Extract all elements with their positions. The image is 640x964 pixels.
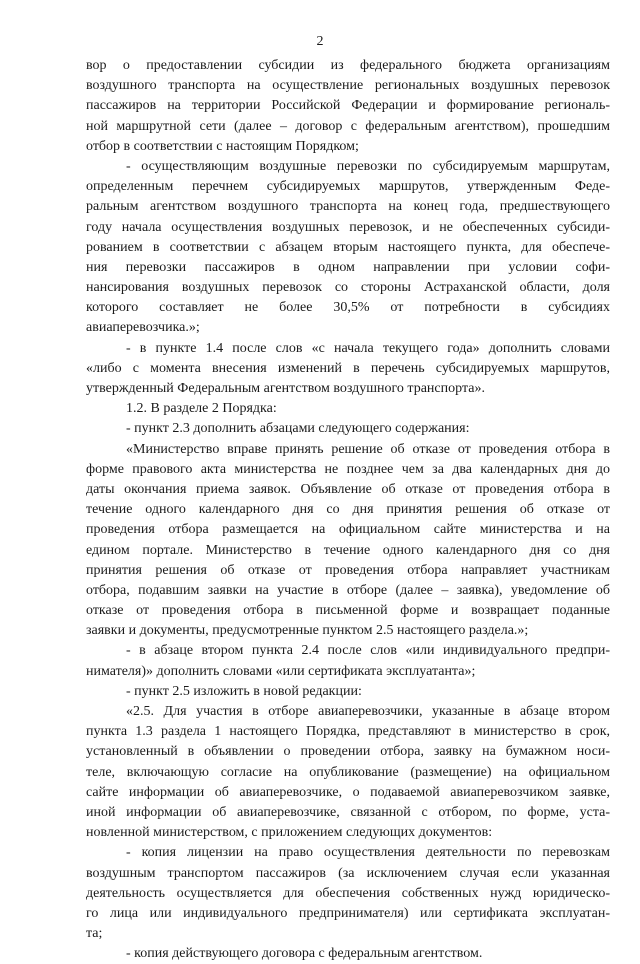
text-line: «Министерство вправе принять решение об отказе от проведения отбора в bbox=[126, 441, 610, 457]
text-line: отбор в соответствии с настоящим Порядком; bbox=[86, 138, 359, 154]
text-line: ной маршрутной сети (далее – договор с федеральным агентством), прошедшим bbox=[86, 118, 610, 134]
text-line: нимателя)» дополнить словами «или сертификата эксплуатанта»; bbox=[86, 663, 476, 679]
text-line: сайте информации об авиаперевозчике, о подаваемой авиаперевозчиком заявке, bbox=[86, 784, 610, 800]
text-line: та; bbox=[86, 926, 103, 942]
text-line: авиаперевозчика.»; bbox=[86, 320, 200, 336]
text-line: отбора, подавшим заявки на участие в отборе (далее – заявка), уведомление об bbox=[86, 582, 610, 598]
document-body bbox=[86, 56, 610, 964]
text-line: заявки и документы, предусмотренные пунктом 2.5 настоящего раздела.»; bbox=[86, 623, 529, 639]
text-line: - в абзаце втором пункта 2.4 после слов «или индивидуального предпри- bbox=[126, 643, 610, 659]
text-line: отказе от проведения отбора в письменной форме и возвращает поданные bbox=[86, 603, 610, 619]
text-line: нансирования воздушных перевозок со стороны Астраханской области, доля bbox=[86, 280, 610, 296]
text-line: проведения отбора размещается на официальном сайте министерства и на bbox=[86, 522, 610, 538]
text-line: пассажиров на территории Российской Федерации и формирование региональ- bbox=[86, 98, 610, 114]
text-line: которого составляет не более 30,5% от потребности в субсидиях bbox=[86, 300, 610, 316]
text-line: определенным перечнем субсидируемых маршрутов, утвержденным Феде- bbox=[86, 179, 610, 195]
text-line: новленной министерством, с приложением следующих документов: bbox=[86, 825, 493, 841]
text-line: форме правового акта министерства не позднее чем за два календарных дня до bbox=[86, 461, 610, 477]
text-line: вор о предоставлении субсидии из федерального бюджета организациям bbox=[86, 58, 610, 73]
text-line: «2.5. Для участия в отборе авиаперевозчики, указанные в абзаце втором bbox=[126, 704, 610, 719]
text-line: теле, включающую согласие на опубликование (размещение) на официальном bbox=[86, 764, 610, 780]
text-line: ния перевозки пассажиров в одном направлении при условии софи- bbox=[86, 259, 610, 275]
text-line: иной информации об авиаперевозчике, связанной с отбором, по форме, уста- bbox=[86, 804, 610, 820]
text-line: едином портале. Министерство в течение одного календарного дня со дня bbox=[86, 542, 610, 558]
text-line: утвержденный Федеральным агентством воздушного транспорта». bbox=[86, 381, 485, 396]
text-line: - в пункте 1.4 после слов «с начала текущего года» дополнить словами bbox=[126, 340, 610, 356]
text-line: воздушного транспорта на осуществление региональных воздушных перевозок bbox=[86, 78, 610, 94]
text-line: 1.2. В разделе 2 Порядка: bbox=[126, 401, 277, 417]
text-line: принятия решения об отказе от проведения отбора направляет участникам bbox=[86, 562, 610, 578]
text-line: - пункт 2.3 дополнить абзацами следующего содержания: bbox=[126, 421, 470, 437]
text-line: - копия лицензии на право осуществления деятельности по перевозкам bbox=[126, 845, 610, 861]
text-line: течение одного календарного дня со дня принятия решения об отказе от bbox=[86, 502, 610, 518]
page-number: 2 bbox=[316, 34, 324, 49]
text-line: - пункт 2.5 изложить в новой редакции: bbox=[126, 683, 362, 699]
text-line: пункта 1.3 раздела 1 настоящего Порядка, представляют в министерство в срок, bbox=[86, 724, 610, 740]
text-line: деятельность осуществляется для обеспечения собственных нужд юридическо- bbox=[86, 885, 610, 901]
text-line: го лица или индивидуального предпринимателя) или сертификата эксплуатан- bbox=[86, 905, 610, 921]
text-line: рованием в соответствии с абзацем вторым настоящего пункта, для обеспече- bbox=[86, 239, 610, 255]
text-line: году начала осуществления воздушных перевозок, и не обеспеченных субсиди- bbox=[86, 219, 610, 235]
text-line: «либо с момента внесения изменений в перечень субсидируемых маршрутов, bbox=[86, 360, 610, 376]
text-line: даты окончания приема заявок. Объявление об отказе от проведения отбора в bbox=[86, 481, 610, 497]
text-line: ральным агентством воздушного транспорта на конец года, предшествующего bbox=[86, 199, 610, 215]
text-line: - копия действующего договора с федеральным агентством. bbox=[126, 946, 483, 962]
text-line: установленный в объявлении о проведении отбора, заявку на бумажном носи- bbox=[86, 744, 610, 760]
text-line: - осуществляющим воздушные перевозки по субсидируемым маршрутам, bbox=[126, 158, 610, 174]
text-line: воздушным транспортом пассажиров (за исключением случая если указанная bbox=[86, 865, 610, 881]
